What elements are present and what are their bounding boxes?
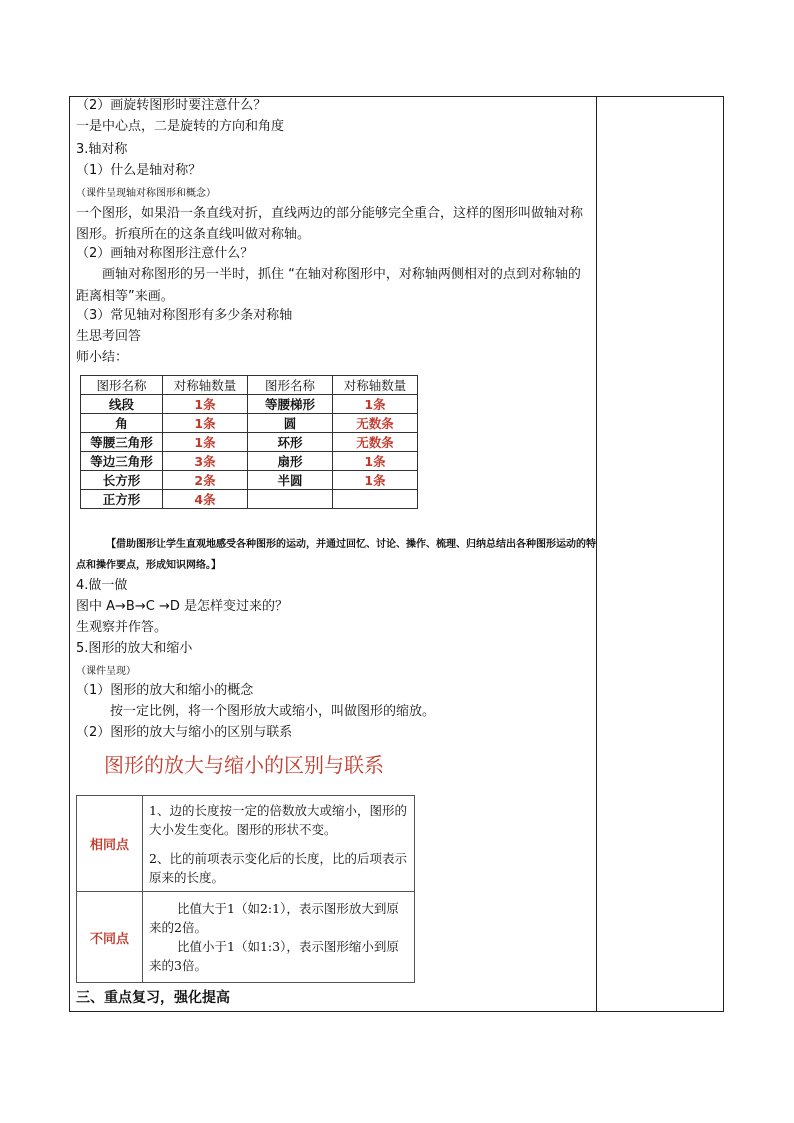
shape-name: 扇形 xyxy=(248,452,333,471)
note-courseware-2: （课件呈现） xyxy=(76,666,136,677)
same-content xyxy=(143,796,415,892)
diff-row xyxy=(77,892,415,983)
section-try-it: 4.做一做 xyxy=(76,578,128,593)
axis-count: 4条 xyxy=(163,490,248,509)
shape-name: 环形 xyxy=(248,433,333,452)
header-cell: 图形名称 xyxy=(81,376,163,395)
question-scaling-concept: （1）图形的放大和缩小的概念 xyxy=(76,683,254,698)
table-row xyxy=(81,395,418,414)
definition-axis-symmetry: 一个图形，如果沿一条直线对折，直线两边的部分能够完全重合，这样的图形叫做轴对称图形。折痕所在的这条直线叫做对称轴。 xyxy=(76,206,584,242)
shape-name: 角 xyxy=(81,414,163,433)
right-column-divider xyxy=(596,96,597,1012)
diff-label: 不同点 xyxy=(77,892,143,983)
axis-count xyxy=(333,490,418,509)
axis-count: 3条 xyxy=(163,452,248,471)
axis-count: 2条 xyxy=(163,471,248,490)
question-axis-count: （3）常见轴对称图形有多少条对称轴 xyxy=(76,308,293,323)
shape-name: 线段 xyxy=(81,395,163,414)
diff-point-2: 比值小于1（如1:3），表示图形缩小到原来的3倍。 xyxy=(149,939,399,973)
design-intent-note: 【借助图形让学生直观地感受各种图形的运动，并通过回忆、讨论、操作、梳理、归纳总结出各种图形运动的特点和操作要点，形成知识网络。】 xyxy=(76,539,596,571)
axis-count: 1条 xyxy=(333,452,418,471)
diff-point-1: 比值大于1（如2:1），表示图形放大到原来的2倍。 xyxy=(149,901,399,935)
comparison-table xyxy=(76,795,415,983)
section-heading-review: 三、重点复习，强化提高 xyxy=(76,990,230,1006)
question-scaling-diff: （2）图形的放大与缩小的区别与联系 xyxy=(76,725,293,740)
shape-name xyxy=(248,490,333,509)
axis-count: 1条 xyxy=(163,433,248,452)
header-cell: 对称轴数量 xyxy=(163,376,248,395)
student-observe: 生观察并作答。 xyxy=(76,620,168,635)
section-axis-symmetry: 3.轴对称 xyxy=(76,142,128,157)
axis-count: 1条 xyxy=(163,395,248,414)
axis-count: 1条 xyxy=(333,471,418,490)
table-row xyxy=(81,452,418,471)
shape-name: 长方形 xyxy=(81,471,163,490)
axis-count: 无数条 xyxy=(333,433,418,452)
question-rotation-notes: （2）画旋转图形时要注意什么？ xyxy=(76,98,267,113)
shape-name: 等腰三角形 xyxy=(81,433,163,452)
same-row xyxy=(77,796,415,892)
answer-draw-symmetric: 画轴对称图形的另一半时，抓住 “在轴对称图形中，对称轴两侧相对的点到对称轴的距离相等”来画。 xyxy=(76,267,581,304)
axis-count: 1条 xyxy=(333,395,418,414)
diff-content xyxy=(143,892,415,983)
shape-name: 等边三角形 xyxy=(81,452,163,471)
shape-name: 正方形 xyxy=(81,490,163,509)
same-point-2: 2、比的前项表示变化后的长度，比的后项表示原来的长度。 xyxy=(149,850,407,885)
header-cell: 对称轴数量 xyxy=(333,376,418,395)
shape-name: 半圆 xyxy=(248,471,333,490)
shape-name: 等腰梯形 xyxy=(248,395,333,414)
question-transform: 图中 A→B→C →D 是怎样变过来的？ xyxy=(76,599,288,614)
question-draw-symmetric: （2）画轴对称图形注意什么？ xyxy=(76,246,254,261)
student-think: 生思考回答 xyxy=(76,329,142,344)
axis-count: 1条 xyxy=(163,414,248,433)
table-row xyxy=(81,414,418,433)
section-scaling: 5.图形的放大和缩小 xyxy=(76,641,193,656)
question-what-is-axis-symmetry: （1）什么是轴对称？ xyxy=(76,163,202,178)
answer-rotation: 一是中心点，二是旋转的方向和角度 xyxy=(76,119,285,134)
table-row xyxy=(81,433,418,452)
definition-scaling: 按一定比例，将一个图形放大或缩小，叫做图形的缩放。 xyxy=(110,704,436,719)
same-label: 相同点 xyxy=(77,796,143,892)
teacher-summary: 师小结： xyxy=(76,350,129,365)
table-row xyxy=(81,490,418,509)
slide-title: 图形的放大与缩小的区别与联系 xyxy=(104,753,384,777)
table-header-row xyxy=(81,376,418,395)
symmetry-axis-table xyxy=(80,375,418,509)
note-courseware: （课件呈现轴对称图形和概念） xyxy=(76,188,216,199)
same-point-1: 1、边的长度按一定的倍数放大或缩小，图形的大小发生变化。图形的形状不变。 xyxy=(149,802,407,837)
axis-count: 无数条 xyxy=(333,414,418,433)
table-row xyxy=(81,471,418,490)
shape-name: 圆 xyxy=(248,414,333,433)
header-cell: 图形名称 xyxy=(248,376,333,395)
